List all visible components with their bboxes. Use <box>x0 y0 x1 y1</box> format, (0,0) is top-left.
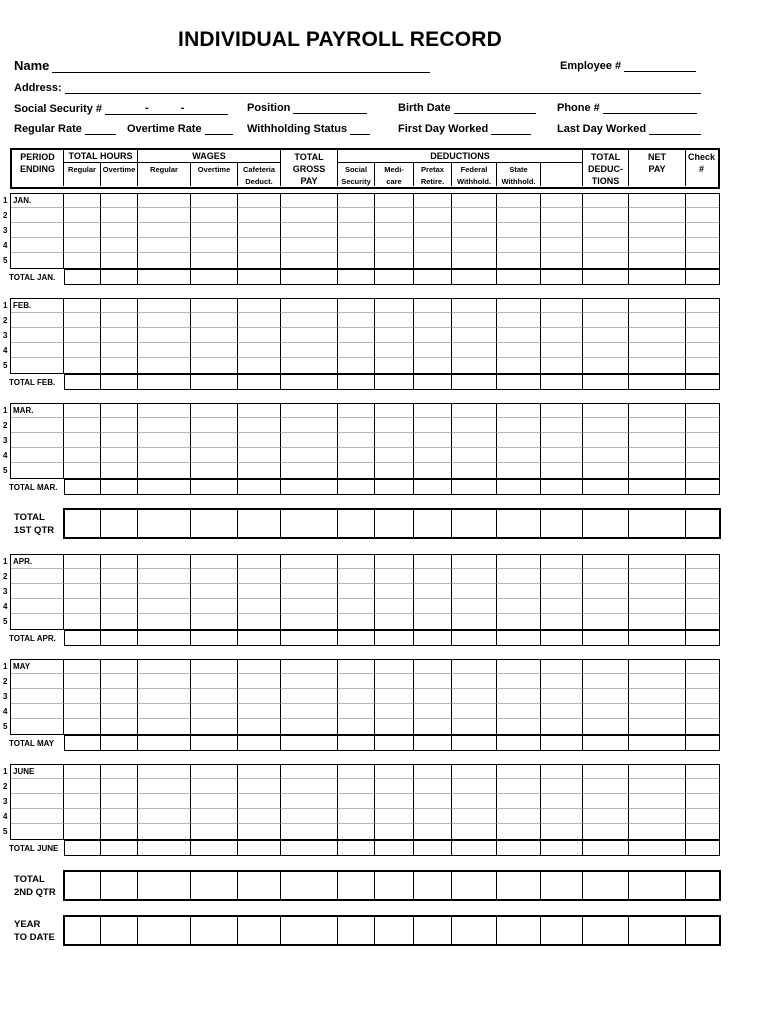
month-total-row <box>64 840 720 856</box>
withholding-status-field[interactable] <box>247 123 370 135</box>
month-total-label: TOTAL APR. <box>9 634 56 643</box>
row-number: 4 <box>3 812 8 821</box>
ssn-separator: - <box>145 102 149 114</box>
header-text: Medi- <box>384 165 404 174</box>
phone-field[interactable] <box>557 102 697 114</box>
position-input[interactable] <box>293 103 367 114</box>
header-net-pay <box>629 150 686 186</box>
row-number: 5 <box>3 617 8 626</box>
summary-label-line2: 2ND QTR <box>14 887 56 898</box>
row-number: 4 <box>3 241 8 250</box>
header-text: TOTAL <box>590 152 621 162</box>
header-text: DEDUC- <box>588 164 623 174</box>
header-check-number <box>686 150 717 186</box>
row-number: 3 <box>3 331 8 340</box>
month-block <box>10 193 720 269</box>
header-text: Deduct. <box>245 177 273 186</box>
month-total-row <box>64 269 720 285</box>
header-social-security <box>338 163 375 186</box>
header-total-deductions <box>583 150 629 186</box>
month-total-label: TOTAL MAY <box>9 739 55 748</box>
header-hours-regular: Regular <box>64 163 101 186</box>
ssn-separator: - <box>180 102 185 114</box>
header-text: ENDING <box>19 164 55 174</box>
month-total-row <box>64 630 720 646</box>
overtime-rate-field[interactable] <box>127 123 233 135</box>
month-total-row <box>64 374 720 390</box>
header-text: Cafeteria <box>242 165 276 174</box>
summary-label-line2: 1ST QTR <box>14 525 55 536</box>
birth-date-input[interactable] <box>454 103 536 114</box>
header-text: State <box>509 165 528 174</box>
employee-number-input[interactable] <box>624 61 696 72</box>
header-text: Withhold. <box>501 177 536 186</box>
row-number: 5 <box>3 827 8 836</box>
header-text: GROSS <box>292 164 326 174</box>
header-wages: WAGES <box>138 150 281 163</box>
row-number: 5 <box>3 722 8 731</box>
row-number: 3 <box>3 692 8 701</box>
month-block <box>10 403 720 479</box>
phone-input[interactable] <box>603 103 697 114</box>
name-field[interactable] <box>14 58 430 73</box>
ssn-field[interactable] <box>14 102 228 115</box>
row-number: 5 <box>3 256 8 265</box>
header-text: TOTAL <box>294 152 324 162</box>
month-label: MAY <box>13 662 31 671</box>
regular-rate-field[interactable] <box>14 123 116 135</box>
header-text: Social <box>344 165 368 174</box>
header-text: Check <box>687 152 715 162</box>
phone-label: Phone # <box>557 102 600 114</box>
ssn-part-3[interactable] <box>184 104 228 115</box>
row-number: 1 <box>3 196 8 205</box>
summary-label-line1: YEAR <box>14 919 41 930</box>
header-text: NET <box>648 152 666 162</box>
header-state-withhold <box>497 163 541 186</box>
withholding-status-input[interactable] <box>350 124 370 135</box>
ssn-label: Social Security # <box>14 103 103 115</box>
ssn-part-2[interactable] <box>149 104 181 115</box>
last-day-label: Last Day Worked <box>557 123 647 135</box>
header-federal-withhold <box>452 163 497 186</box>
month-total-label: TOTAL JAN. <box>9 273 56 282</box>
header-text: care <box>386 177 402 186</box>
first-day-input[interactable] <box>491 124 531 135</box>
month-label: JUNE <box>13 767 35 776</box>
header-hours-overtime: Overtime <box>101 163 138 186</box>
row-number: 4 <box>3 707 8 716</box>
row-number: 1 <box>3 406 8 415</box>
row-number: 1 <box>3 767 8 776</box>
page-title: INDIVIDUAL PAYROLL RECORD <box>178 28 502 51</box>
header-wages-overtime: Overtime <box>191 163 238 186</box>
summary-label-line2: TO DATE <box>14 932 55 943</box>
month-block <box>10 298 720 374</box>
birth-date-field[interactable] <box>398 102 536 114</box>
row-number: 2 <box>3 316 8 325</box>
last-day-input[interactable] <box>649 124 701 135</box>
header-period-ending <box>12 150 64 186</box>
header-text: TIONS <box>591 176 620 186</box>
summary-row <box>63 915 721 946</box>
address-label: Address: <box>14 82 62 94</box>
header-medicare <box>375 163 414 186</box>
month-total-label: TOTAL JUNE <box>9 844 59 853</box>
position-label: Position <box>247 102 291 114</box>
row-number: 1 <box>3 557 8 566</box>
first-day-field[interactable] <box>398 123 531 135</box>
row-number: 1 <box>3 662 8 671</box>
first-day-label: First Day Worked <box>398 123 489 135</box>
row-number: 4 <box>3 451 8 460</box>
month-total-label: TOTAL MAR. <box>9 483 58 492</box>
row-number: 3 <box>3 797 8 806</box>
name-input[interactable] <box>52 62 430 73</box>
header-text: Withhold. <box>456 177 492 186</box>
employee-number-field[interactable] <box>560 60 696 72</box>
month-label: JAN. <box>13 196 32 205</box>
month-total-label: TOTAL FEB. <box>9 378 56 387</box>
header-text: Federal <box>460 165 488 174</box>
month-block <box>10 554 720 630</box>
row-number: 2 <box>3 572 8 581</box>
table-header <box>10 148 720 189</box>
row-number: 5 <box>3 466 8 475</box>
last-day-field[interactable] <box>557 123 701 135</box>
header-total-hours: TOTAL HOURS <box>64 150 138 163</box>
address-field[interactable] <box>14 82 701 94</box>
row-number: 2 <box>3 782 8 791</box>
position-field[interactable] <box>247 102 367 114</box>
row-number: 2 <box>3 421 8 430</box>
summary-row <box>63 508 721 539</box>
summary-label-line1: TOTAL <box>14 874 45 885</box>
regular-rate-input[interactable] <box>85 124 116 135</box>
header-total-gross-pay <box>281 150 338 186</box>
header-pretax-retire <box>414 163 452 186</box>
month-label: APR. <box>13 557 33 566</box>
row-number: 4 <box>3 346 8 355</box>
header-cafeteria-deduct <box>238 163 281 186</box>
withholding-status-label: Withholding Status <box>247 123 348 135</box>
row-number: 4 <box>3 602 8 611</box>
header-text: Security <box>341 177 371 186</box>
month-block <box>10 659 720 735</box>
month-total-row <box>64 735 720 751</box>
ssn-part-1[interactable] <box>105 104 145 115</box>
header-text: # <box>698 164 704 174</box>
summary-label-line1: TOTAL <box>14 512 45 523</box>
row-number: 1 <box>3 301 8 310</box>
regular-rate-label: Regular Rate <box>14 123 82 135</box>
header-text: Retire. <box>420 177 445 186</box>
month-label: FEB. <box>13 301 32 310</box>
row-number: 5 <box>3 361 8 370</box>
header-blank-deduction <box>541 163 583 186</box>
header-text: Pretax <box>421 165 444 174</box>
overtime-rate-label: Overtime Rate <box>127 123 202 135</box>
header-text: PERIOD <box>20 152 55 162</box>
summary-row <box>63 870 721 901</box>
employee-number-label: Employee # <box>560 60 622 72</box>
month-block <box>10 764 720 840</box>
header-text: PAY <box>300 176 318 186</box>
row-number: 3 <box>3 226 8 235</box>
month-total-row <box>64 479 720 495</box>
header-wages-regular: Regular <box>138 163 191 186</box>
month-label: MAR. <box>13 406 34 415</box>
header-deductions: DEDUCTIONS <box>338 150 583 163</box>
row-number: 2 <box>3 677 8 686</box>
row-number: 3 <box>3 436 8 445</box>
header-text: PAY <box>648 164 666 174</box>
address-input[interactable] <box>65 83 701 94</box>
row-number: 2 <box>3 211 8 220</box>
overtime-rate-input[interactable] <box>205 124 233 135</box>
row-number: 3 <box>3 587 8 596</box>
birth-date-label: Birth Date <box>398 102 451 114</box>
name-label: Name <box>14 58 50 73</box>
